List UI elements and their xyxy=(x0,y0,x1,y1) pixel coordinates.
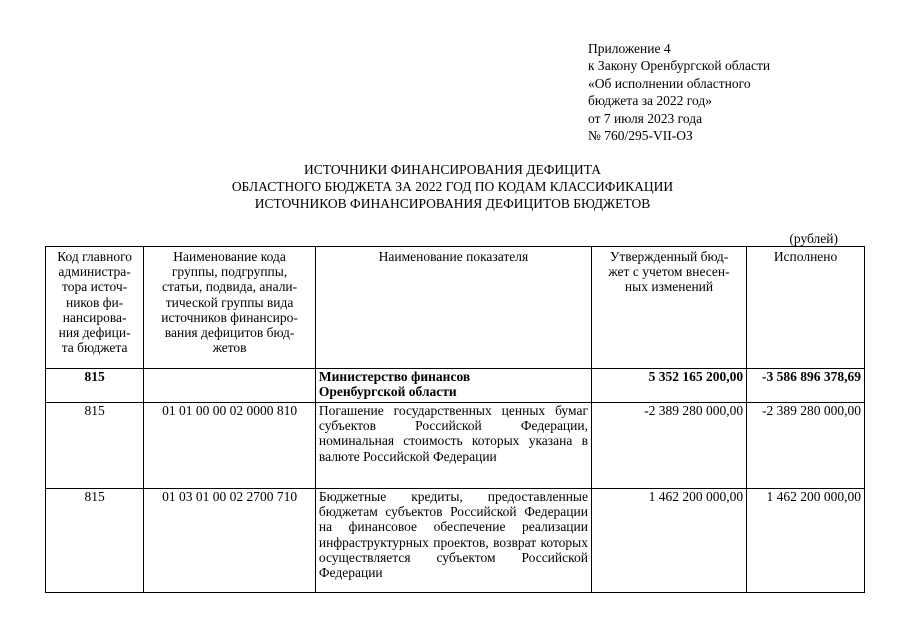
indicator-name-cell: Министерство финансов Оренбургской области xyxy=(315,369,591,403)
title-line: ИСТОЧНИКИ ФИНАНСИРОВАНИЯ ДЕФИЦИТА xyxy=(304,162,601,177)
appendix-line: от 7 июля 2023 года xyxy=(588,110,703,126)
table-header-row xyxy=(46,247,865,369)
title-line: ИСТОЧНИКОВ ФИНАНСИРОВАНИЯ ДЕФИЦИТОВ БЮДЖЕТОВ xyxy=(254,196,651,211)
header-admin-code: Код главного администра- тора источ- ников фи- нансирова- ния дефици- та бюджета xyxy=(46,247,144,369)
header-approved-budget: Утвержденный бюд- жет с учетом внесен- ных изменений xyxy=(591,247,746,369)
appendix-line: «Об исполнении областного xyxy=(588,75,751,91)
table-row xyxy=(46,489,865,593)
source-code-cell xyxy=(144,369,316,403)
approved-cell: -2 389 280 000,00 xyxy=(591,403,746,489)
appendix-line: Приложение 4 xyxy=(588,41,671,56)
table-row xyxy=(46,403,865,489)
appendix-block xyxy=(588,40,770,144)
document-title xyxy=(0,161,905,212)
title-line: ОБЛАСТНОГО БЮДЖЕТА ЗА 2022 ГОД ПО КОДАМ КЛАССИФИКАЦИИ xyxy=(231,179,674,194)
executed-cell: 1 462 200 000,00 xyxy=(747,489,865,593)
appendix-line: к Закону Оренбургской области xyxy=(588,58,771,74)
indicator-name-cell: Погашение государственных ценных бумаг субъектов Российской Федерации, номинальная стоимость которых указана в валюте Российской Федерации xyxy=(315,403,591,489)
appendix-line: № 760/295-VII-ОЗ xyxy=(588,128,693,144)
appendix-line: бюджета за 2022 год» xyxy=(588,93,712,109)
indicator-name-cell: Бюджетные кредиты, предоставленные бюджетам субъектов Российской Федерации на финансовое обеспечение реализации инфраструктурных проектов, возврат которых осуществляется субъектом Российской Федерации xyxy=(315,489,591,593)
header-executed: Исполнено xyxy=(747,247,865,369)
header-indicator-name: Наименование показателя xyxy=(315,247,591,369)
executed-cell: -2 389 280 000,00 xyxy=(747,403,865,489)
table-row xyxy=(46,369,865,403)
admin-code-cell: 815 xyxy=(46,489,144,593)
admin-code-cell: 815 xyxy=(46,369,144,403)
admin-code-cell: 815 xyxy=(46,403,144,489)
source-code-cell: 01 03 01 00 02 2700 710 xyxy=(144,489,316,593)
source-code-cell: 01 01 00 00 02 0000 810 xyxy=(144,403,316,489)
approved-cell: 1 462 200 000,00 xyxy=(591,489,746,593)
header-source-code: Наименование кода группы, подгруппы, статьи, подвида, анали- тической группы вида источников финансиро- вания дефицитов бюд- жетов xyxy=(144,247,316,369)
financing-sources-table xyxy=(45,246,865,593)
currency-unit: (рублей) xyxy=(789,231,838,246)
executed-cell: -3 586 896 378,69 xyxy=(747,369,865,403)
approved-cell: 5 352 165 200,00 xyxy=(591,369,746,403)
